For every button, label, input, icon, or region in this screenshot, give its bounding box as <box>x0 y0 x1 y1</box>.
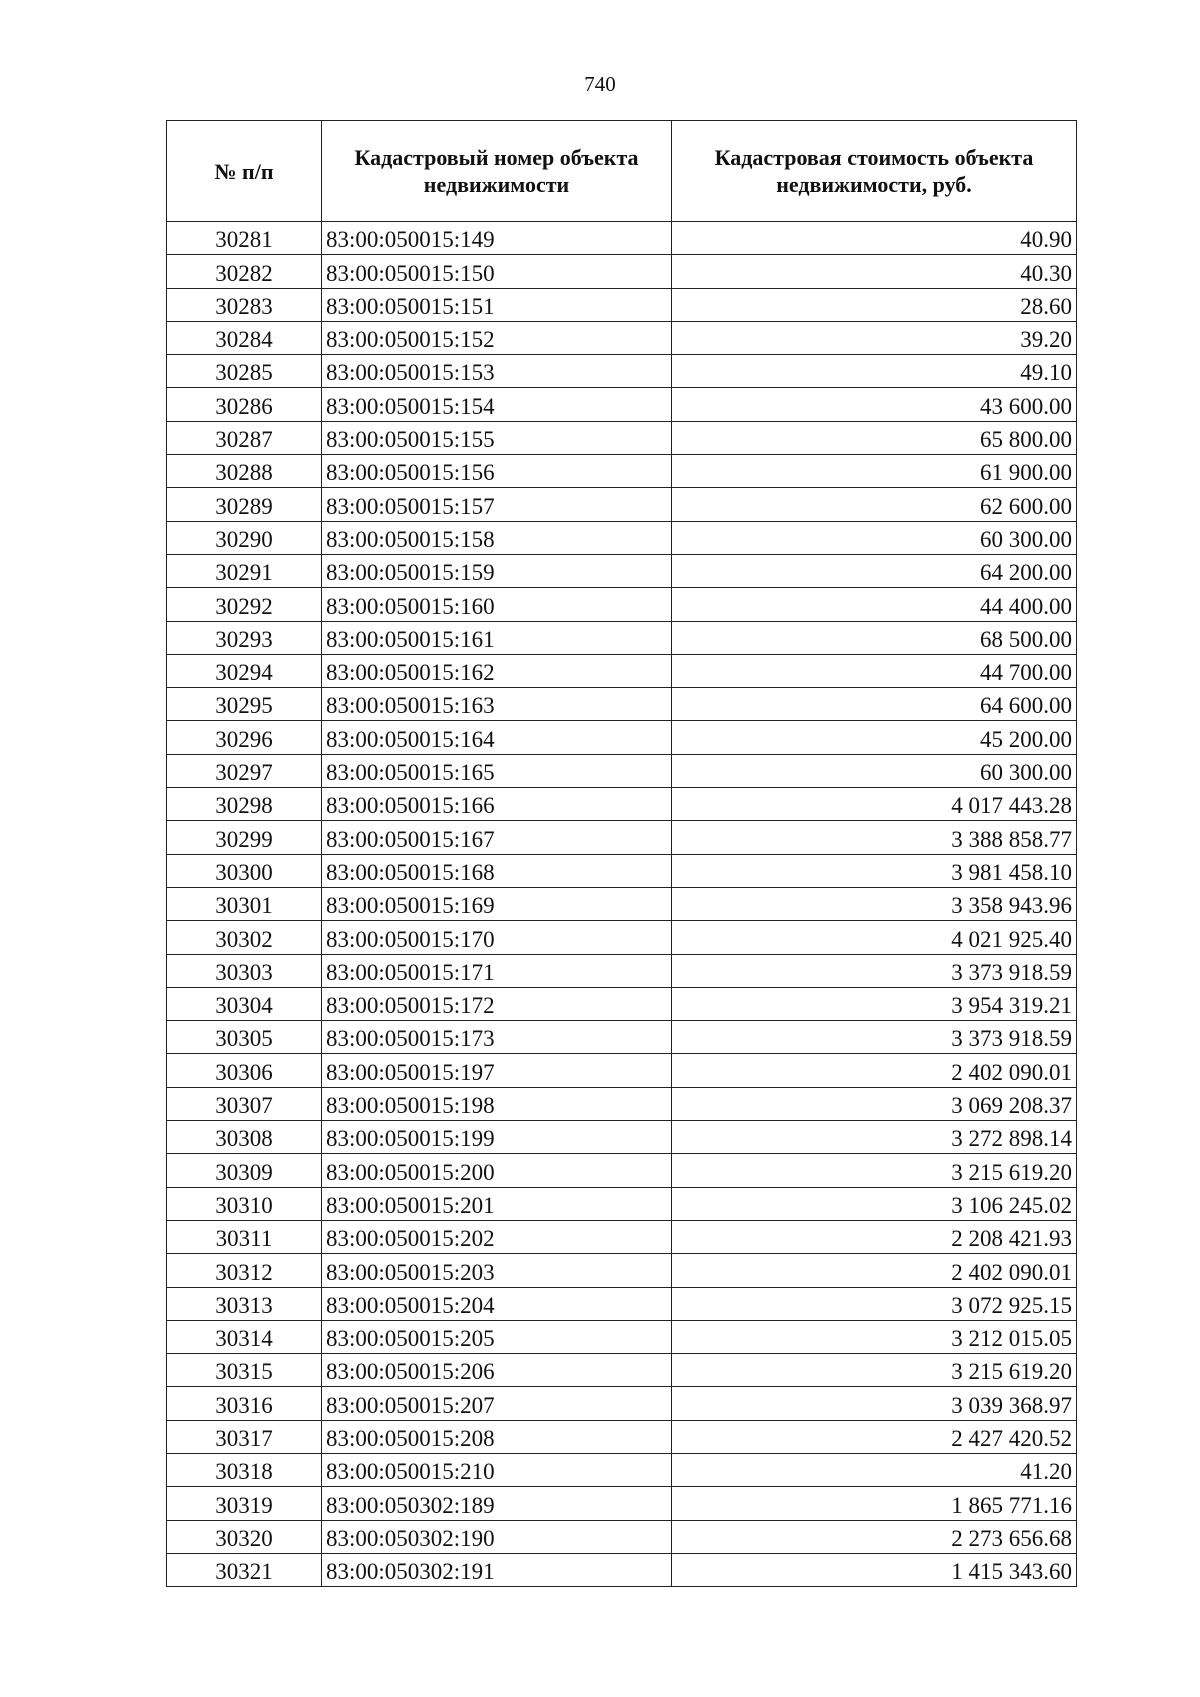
table-row <box>167 1054 1077 1087</box>
table-row <box>167 455 1077 488</box>
cadastral-number: 83:00:050015:161 <box>322 621 672 654</box>
cadastral-value: 65 800.00 <box>672 421 1077 454</box>
row-number: 30304 <box>167 987 322 1020</box>
cadastral-value: 4 021 925.40 <box>672 921 1077 954</box>
table-row <box>167 488 1077 521</box>
cadastral-number: 83:00:050015:170 <box>322 921 672 954</box>
table-row <box>167 987 1077 1020</box>
cadastral-value: 64 200.00 <box>672 554 1077 587</box>
cadastral-value: 41.20 <box>672 1453 1077 1486</box>
row-number: 30314 <box>167 1320 322 1353</box>
table-row <box>167 355 1077 388</box>
row-number: 30312 <box>167 1254 322 1287</box>
cadastral-number: 83:00:050015:157 <box>322 488 672 521</box>
cadastral-number: 83:00:050015:201 <box>322 1187 672 1220</box>
cadastral-number: 83:00:050015:205 <box>322 1320 672 1353</box>
cadastral-value: 3 373 918.59 <box>672 954 1077 987</box>
cadastral-number: 83:00:050015:207 <box>322 1387 672 1420</box>
cadastral-value: 3 215 619.20 <box>672 1354 1077 1387</box>
row-number: 30285 <box>167 355 322 388</box>
table-row <box>167 1354 1077 1387</box>
cadastral-value: 2 273 656.68 <box>672 1520 1077 1553</box>
row-number: 30287 <box>167 421 322 454</box>
cadastral-number: 83:00:050015:202 <box>322 1220 672 1253</box>
row-number: 30292 <box>167 588 322 621</box>
table-row <box>167 688 1077 721</box>
table-row <box>167 654 1077 687</box>
cadastral-number: 83:00:050015:200 <box>322 1154 672 1187</box>
table-row <box>167 788 1077 821</box>
cadastral-value: 3 069 208.37 <box>672 1087 1077 1120</box>
table-row <box>167 721 1077 754</box>
table-row <box>167 621 1077 654</box>
cadastral-value: 64 600.00 <box>672 688 1077 721</box>
row-number: 30320 <box>167 1520 322 1553</box>
cadastral-number: 83:00:050015:149 <box>322 222 672 255</box>
row-number: 30293 <box>167 621 322 654</box>
cadastral-value: 3 106 245.02 <box>672 1187 1077 1220</box>
row-number: 30299 <box>167 821 322 854</box>
row-number: 30297 <box>167 754 322 787</box>
cadastral-number: 83:00:050015:162 <box>322 654 672 687</box>
cadastral-value: 4 017 443.28 <box>672 788 1077 821</box>
table-row <box>167 854 1077 887</box>
cadastral-value: 40.90 <box>672 222 1077 255</box>
row-number: 30291 <box>167 554 322 587</box>
cadastral-number: 83:00:050015:199 <box>322 1121 672 1154</box>
cadastral-number: 83:00:050015:153 <box>322 355 672 388</box>
row-number: 30306 <box>167 1054 322 1087</box>
cadastral-value: 2 427 420.52 <box>672 1420 1077 1453</box>
row-number: 30282 <box>167 255 322 288</box>
row-number: 30288 <box>167 455 322 488</box>
cadastral-value: 40.30 <box>672 255 1077 288</box>
cadastral-number: 83:00:050015:208 <box>322 1420 672 1453</box>
cadastral-value: 2 208 421.93 <box>672 1220 1077 1253</box>
cadastral-value: 3 272 898.14 <box>672 1121 1077 1154</box>
cadastral-value: 44 700.00 <box>672 654 1077 687</box>
row-number: 30311 <box>167 1220 322 1253</box>
page-number: 740 <box>584 72 616 96</box>
table-row <box>167 421 1077 454</box>
row-number: 30289 <box>167 488 322 521</box>
table-row <box>167 1287 1077 1320</box>
cadastral-number: 83:00:050015:151 <box>322 288 672 321</box>
cadastral-number: 83:00:050015:158 <box>322 521 672 554</box>
cadastral-number: 83:00:050015:160 <box>322 588 672 621</box>
table-row <box>167 255 1077 288</box>
table-row <box>167 1387 1077 1420</box>
cadastral-value: 1 865 771.16 <box>672 1487 1077 1520</box>
cadastral-number: 83:00:050302:190 <box>322 1520 672 1553</box>
row-number: 30295 <box>167 688 322 721</box>
cadastral-value-table <box>166 120 1077 1587</box>
cadastral-number: 83:00:050015:210 <box>322 1453 672 1486</box>
row-number: 30307 <box>167 1087 322 1120</box>
table-body <box>167 222 1077 1587</box>
cadastral-number: 83:00:050302:189 <box>322 1487 672 1520</box>
cadastral-value: 3 072 925.15 <box>672 1287 1077 1320</box>
row-number: 30303 <box>167 954 322 987</box>
cadastral-value: 3 358 943.96 <box>672 887 1077 920</box>
table-row <box>167 388 1077 421</box>
table-row <box>167 1453 1077 1486</box>
row-number: 30290 <box>167 521 322 554</box>
row-number: 30284 <box>167 321 322 354</box>
header-cadastral-value: Кадастровая стоимость объекта недвижимости, руб. <box>672 121 1077 222</box>
cadastral-value: 3 954 319.21 <box>672 987 1077 1020</box>
row-number: 30309 <box>167 1154 322 1187</box>
cadastral-number: 83:00:050015:206 <box>322 1354 672 1387</box>
cadastral-number: 83:00:050302:191 <box>322 1553 672 1586</box>
header-cadastral-number: Кадастровый номер объекта недвижимости <box>322 121 672 222</box>
cadastral-number: 83:00:050015:169 <box>322 887 672 920</box>
row-number: 30315 <box>167 1354 322 1387</box>
cadastral-number: 83:00:050015:166 <box>322 788 672 821</box>
table-row <box>167 288 1077 321</box>
cadastral-number: 83:00:050015:163 <box>322 688 672 721</box>
cadastral-value: 1 415 343.60 <box>672 1553 1077 1586</box>
cadastral-number: 83:00:050015:198 <box>322 1087 672 1120</box>
row-number: 30302 <box>167 921 322 954</box>
cadastral-value: 44 400.00 <box>672 588 1077 621</box>
cadastral-value: 28.60 <box>672 288 1077 321</box>
cadastral-value: 60 300.00 <box>672 521 1077 554</box>
cadastral-number: 83:00:050015:204 <box>322 1287 672 1320</box>
row-number: 30281 <box>167 222 322 255</box>
cadastral-number: 83:00:050015:164 <box>322 721 672 754</box>
row-number: 30317 <box>167 1420 322 1453</box>
cadastral-number: 83:00:050015:172 <box>322 987 672 1020</box>
cadastral-value: 43 600.00 <box>672 388 1077 421</box>
table-row <box>167 1420 1077 1453</box>
table-row <box>167 521 1077 554</box>
table-row <box>167 1520 1077 1553</box>
table-header <box>167 121 1077 222</box>
table-row <box>167 1220 1077 1253</box>
table-row <box>167 1154 1077 1187</box>
cadastral-number: 83:00:050015:171 <box>322 954 672 987</box>
row-number: 30296 <box>167 721 322 754</box>
table-row <box>167 1087 1077 1120</box>
table-row <box>167 554 1077 587</box>
cadastral-number: 83:00:050015:150 <box>322 255 672 288</box>
row-number: 30283 <box>167 288 322 321</box>
table-row <box>167 1021 1077 1054</box>
table-row <box>167 1320 1077 1353</box>
cadastral-number: 83:00:050015:173 <box>322 1021 672 1054</box>
cadastral-value: 68 500.00 <box>672 621 1077 654</box>
cadastral-value: 3 388 858.77 <box>672 821 1077 854</box>
cadastral-value: 2 402 090.01 <box>672 1054 1077 1087</box>
cadastral-number: 83:00:050015:167 <box>322 821 672 854</box>
cadastral-value: 61 900.00 <box>672 455 1077 488</box>
cadastral-value: 60 300.00 <box>672 754 1077 787</box>
table-row <box>167 321 1077 354</box>
cadastral-value: 3 212 015.05 <box>672 1320 1077 1353</box>
header-row <box>167 121 1077 222</box>
table-row <box>167 887 1077 920</box>
row-number: 30286 <box>167 388 322 421</box>
cadastral-value: 49.10 <box>672 355 1077 388</box>
row-number: 30310 <box>167 1187 322 1220</box>
cadastral-number: 83:00:050015:159 <box>322 554 672 587</box>
table-row <box>167 821 1077 854</box>
cadastral-number: 83:00:050015:152 <box>322 321 672 354</box>
cadastral-value: 3 373 918.59 <box>672 1021 1077 1054</box>
row-number: 30301 <box>167 887 322 920</box>
table-row <box>167 222 1077 255</box>
cadastral-number: 83:00:050015:155 <box>322 421 672 454</box>
row-number: 30298 <box>167 788 322 821</box>
row-number: 30318 <box>167 1453 322 1486</box>
table-row <box>167 754 1077 787</box>
table-row <box>167 1187 1077 1220</box>
row-number: 30319 <box>167 1487 322 1520</box>
row-number: 30321 <box>167 1553 322 1586</box>
table-row <box>167 588 1077 621</box>
cadastral-number: 83:00:050015:165 <box>322 754 672 787</box>
row-number: 30313 <box>167 1287 322 1320</box>
row-number: 30316 <box>167 1387 322 1420</box>
table-row <box>167 921 1077 954</box>
cadastral-number: 83:00:050015:168 <box>322 854 672 887</box>
header-num: № п/п <box>167 121 322 222</box>
row-number: 30300 <box>167 854 322 887</box>
cadastral-value: 2 402 090.01 <box>672 1254 1077 1287</box>
cadastral-number: 83:00:050015:156 <box>322 455 672 488</box>
table-row <box>167 1254 1077 1287</box>
row-number: 30294 <box>167 654 322 687</box>
cadastral-value: 3 981 458.10 <box>672 854 1077 887</box>
cadastral-number: 83:00:050015:197 <box>322 1054 672 1087</box>
cadastral-number: 83:00:050015:203 <box>322 1254 672 1287</box>
table-row <box>167 1553 1077 1586</box>
cadastral-value: 3 215 619.20 <box>672 1154 1077 1187</box>
row-number: 30308 <box>167 1121 322 1154</box>
table-row <box>167 1121 1077 1154</box>
cadastral-value: 45 200.00 <box>672 721 1077 754</box>
table-row <box>167 954 1077 987</box>
cadastral-value: 39.20 <box>672 321 1077 354</box>
cadastral-value: 3 039 368.97 <box>672 1387 1077 1420</box>
row-number: 30305 <box>167 1021 322 1054</box>
cadastral-value: 62 600.00 <box>672 488 1077 521</box>
table-row <box>167 1487 1077 1520</box>
cadastral-number: 83:00:050015:154 <box>322 388 672 421</box>
